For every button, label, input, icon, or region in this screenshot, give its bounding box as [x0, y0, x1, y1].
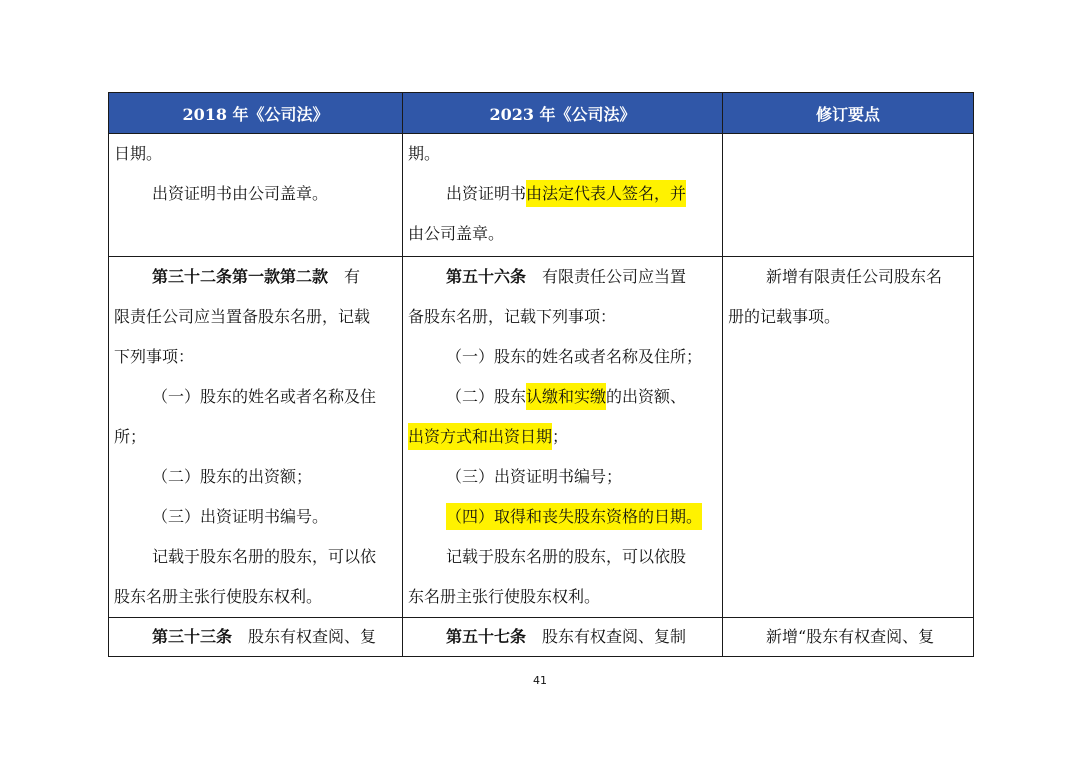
- text-line: 备股东名册，记载下列事项：: [408, 307, 617, 326]
- highlighted-change: 认缴和实缴: [526, 383, 606, 410]
- text-line: 日期。: [114, 144, 163, 163]
- page-number: 41: [533, 674, 547, 687]
- article-number: 第五十六条: [446, 267, 527, 286]
- text-line: 记载于股东名册的股东，可以依: [152, 547, 377, 566]
- text-line: [114, 257, 397, 297]
- cell-2023: [403, 257, 723, 618]
- text-line: 东名册主张行使股东权利。: [408, 587, 601, 606]
- table-row: [109, 134, 974, 257]
- text-line: [408, 377, 717, 417]
- header-2018-law: 2018 年《公司法》: [109, 93, 403, 134]
- cell-revision: [723, 618, 974, 657]
- text-line: 出资证明书由公司盖章。: [152, 184, 329, 203]
- header-revision-points: 修订要点: [723, 93, 974, 134]
- text-line: 下列事项：: [114, 347, 195, 366]
- text-plain: ；: [552, 427, 569, 446]
- text-plain: 有: [328, 267, 361, 286]
- cell-2023: [403, 618, 723, 657]
- highlighted-change: 由法定代表人签名，并: [526, 180, 686, 207]
- table-row: [109, 618, 974, 657]
- cell-revision: [723, 134, 974, 257]
- text-plain: （二）股东: [446, 387, 527, 406]
- cell-2018: [109, 134, 403, 257]
- revision-note: 新增“股东有权查阅、复: [766, 627, 935, 646]
- text-line: [408, 618, 717, 656]
- text-line: [408, 417, 717, 457]
- table-header-row: [109, 93, 974, 134]
- text-line: （一）股东的姓名或者名称及住: [152, 387, 377, 406]
- text-plain: 的出资额、: [606, 387, 687, 406]
- cell-2023: [403, 134, 723, 257]
- cell-2018: [109, 618, 403, 657]
- text-line: （二）股东的出资额；: [152, 467, 313, 486]
- text-line: 期。: [408, 144, 441, 163]
- text-plain: 出资证明书: [446, 184, 527, 203]
- text-line: 限责任公司应当置备股东名册，记载: [114, 307, 371, 326]
- text-line: 股东名册主张行使股东权利。: [114, 587, 323, 606]
- text-line: 由公司盖章。: [408, 224, 505, 243]
- text-line: 所；: [114, 427, 147, 446]
- text-line: [114, 618, 397, 656]
- text-plain: 股东有权查阅、复制: [526, 627, 687, 646]
- text-line: [408, 174, 717, 214]
- text-line: （一）股东的姓名或者名称及住所；: [446, 347, 703, 366]
- highlighted-change: 出资方式和出资日期: [408, 423, 552, 450]
- highlighted-change: （四）取得和丧失股东资格的日期。: [446, 503, 702, 530]
- comparison-table: [108, 92, 974, 657]
- text-plain: 股东有权查阅、复: [232, 627, 377, 646]
- text-line: （三）出资证明书编号。: [152, 507, 329, 526]
- text-line: （三）出资证明书编号；: [446, 467, 623, 486]
- article-number: 第三十三条: [152, 627, 233, 646]
- text-plain: 有限责任公司应当置: [526, 267, 687, 286]
- article-number: 第三十二条第一款第二款: [152, 267, 329, 286]
- revision-note: 册的记载事项。: [728, 307, 841, 326]
- text-line: 记载于股东名册的股东，可以依股: [446, 547, 687, 566]
- text-line: [408, 497, 717, 537]
- cell-2018: [109, 257, 403, 618]
- header-2023-law: 2023 年《公司法》: [403, 93, 723, 134]
- table-row: [109, 257, 974, 618]
- cell-revision: [723, 257, 974, 618]
- article-number: 第五十七条: [446, 627, 527, 646]
- revision-note: 新增有限责任公司股东名: [766, 267, 943, 286]
- text-line: [408, 257, 717, 297]
